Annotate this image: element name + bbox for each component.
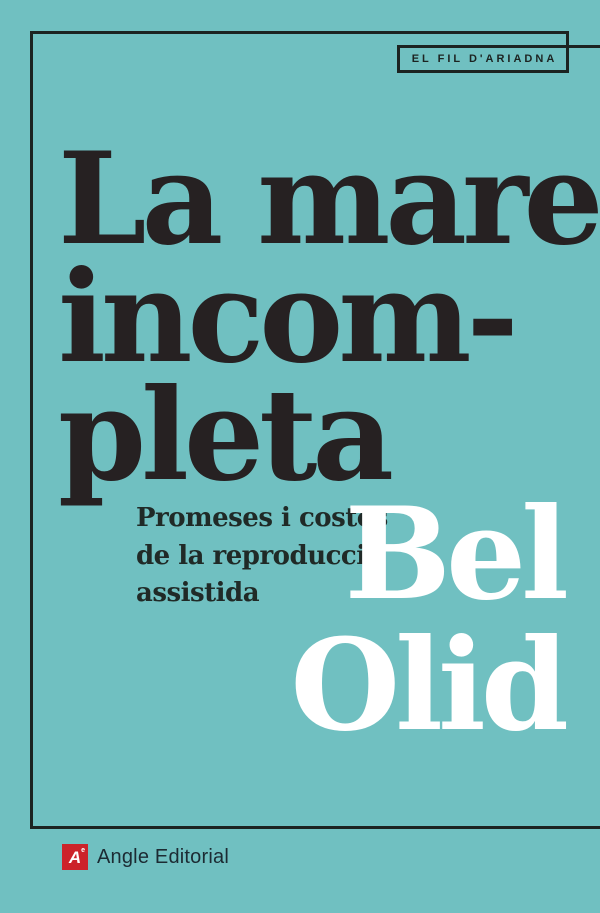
collection-label: EL FIL D'ARIADNA: [411, 53, 558, 65]
logo-letter: A: [68, 847, 82, 867]
frame-bottom-line: [30, 826, 600, 829]
book-title: [58, 125, 599, 509]
subtitle-line-1: Promeses i costos: [136, 503, 388, 533]
author-name: [290, 480, 564, 759]
frame-top-line: [30, 31, 569, 34]
angle-editorial-logo-icon: [62, 844, 88, 870]
author-line-1: Bel: [344, 480, 564, 628]
subtitle-line-2: de la reproducció: [136, 540, 383, 571]
author-line-2: Olid: [290, 611, 564, 759]
title-line-3: pleta: [58, 361, 389, 509]
frame-left-line: [30, 31, 33, 829]
publisher-logo: [62, 844, 229, 870]
logo-superscript: e: [81, 847, 85, 854]
title-line-2: incom-: [58, 243, 514, 391]
publisher-name: Angle Editorial: [97, 845, 229, 868]
title-line-1: La mare: [58, 125, 599, 273]
subtitle-line-3: assistida: [136, 578, 260, 608]
